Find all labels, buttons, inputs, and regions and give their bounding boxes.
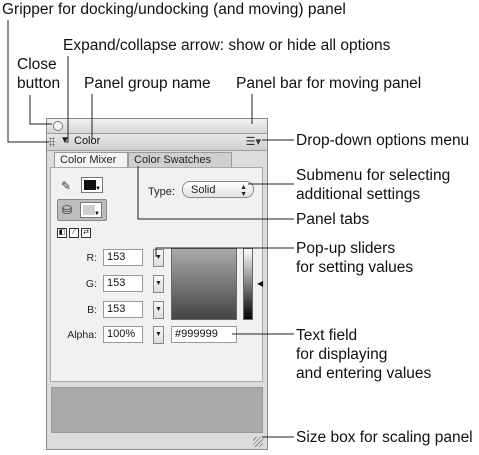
paint-bucket-icon: ⛁ <box>62 203 73 217</box>
callout-text-field-line1: Text field <box>296 327 358 344</box>
green-label: G: <box>85 278 97 290</box>
callout-size-box: Size box for scaling panel <box>296 429 473 446</box>
callout-panel-bar: Panel bar for moving panel <box>236 75 422 92</box>
slider-arrow-icon[interactable]: ▼ <box>153 275 164 293</box>
panel-title-bar[interactable] <box>47 134 267 151</box>
callout-gripper: Gripper for docking/undocking (and moving) panel <box>2 1 346 18</box>
panel-bar[interactable] <box>47 119 267 134</box>
select-stepper-icon: ▲ ▼ <box>240 184 247 198</box>
no-color-icon[interactable]: ⁄ <box>69 228 79 238</box>
slider-arrow-icon[interactable]: ▼ <box>153 249 164 267</box>
expand-arrow-icon[interactable]: ▼ <box>60 135 70 146</box>
fill-color-swatch[interactable]: ▼ <box>80 202 102 218</box>
type-select-value: Solid <box>191 184 216 196</box>
color-mixer-content <box>50 167 263 382</box>
tab-color-swatches[interactable]: Color Swatches <box>128 152 232 167</box>
hex-color-input[interactable]: #999999 <box>171 326 237 343</box>
callout-text-field-line3: and entering values <box>296 365 432 382</box>
callout-sliders-line1: Pop-up sliders <box>296 240 396 257</box>
gripper-icon[interactable] <box>49 137 55 147</box>
alpha-input[interactable]: 100% <box>103 326 143 343</box>
callout-panel-tabs: Panel tabs <box>296 211 370 228</box>
callout-text-field-line2: for displaying <box>296 346 388 363</box>
callout-expand-arrow: Expand/collapse arrow: show or hide all options <box>63 37 391 54</box>
size-box-icon[interactable] <box>253 437 263 447</box>
black-white-icon[interactable]: ◧ <box>58 229 66 236</box>
red-input[interactable]: 153 <box>103 249 143 266</box>
close-icon[interactable] <box>53 121 63 131</box>
brightness-pointer-icon[interactable]: ◀ <box>257 279 264 288</box>
tab-color-mixer[interactable]: Color Mixer <box>54 152 128 167</box>
panel-group-name: Color <box>74 135 101 147</box>
type-select[interactable] <box>182 181 254 198</box>
callout-submenu-line2: additional settings <box>296 186 421 203</box>
callout-close-line2: button <box>17 75 61 92</box>
green-input[interactable]: 153 <box>103 275 143 292</box>
slider-arrow-icon[interactable]: ▼ <box>153 326 164 344</box>
callout-sliders-line2: for setting values <box>296 259 414 276</box>
fill-color-group <box>57 199 107 221</box>
callout-group-name: Panel group name <box>84 75 211 92</box>
alpha-label: Alpha: <box>67 329 97 341</box>
swap-colors-icon[interactable]: ⇄ <box>81 228 91 238</box>
stroke-color-swatch[interactable]: ▼ <box>81 177 103 193</box>
callout-submenu-line1: Submenu for selecting <box>296 167 451 184</box>
pencil-icon: ✎ <box>61 179 72 193</box>
brightness-bar[interactable] <box>243 248 253 320</box>
type-label: Type: <box>148 186 175 198</box>
callout-close-line1: Close <box>17 56 57 73</box>
blue-input[interactable]: 153 <box>103 301 143 318</box>
red-label: R: <box>86 252 97 264</box>
callout-options-menu: Drop-down options menu <box>296 132 470 149</box>
color-panel <box>46 118 268 450</box>
blue-label: B: <box>87 304 97 316</box>
options-menu-icon[interactable]: ☰▾ <box>245 136 261 148</box>
color-preview-swatch <box>51 387 263 433</box>
color-space-field[interactable] <box>171 248 237 320</box>
slider-arrow-icon[interactable]: ▼ <box>153 301 164 319</box>
